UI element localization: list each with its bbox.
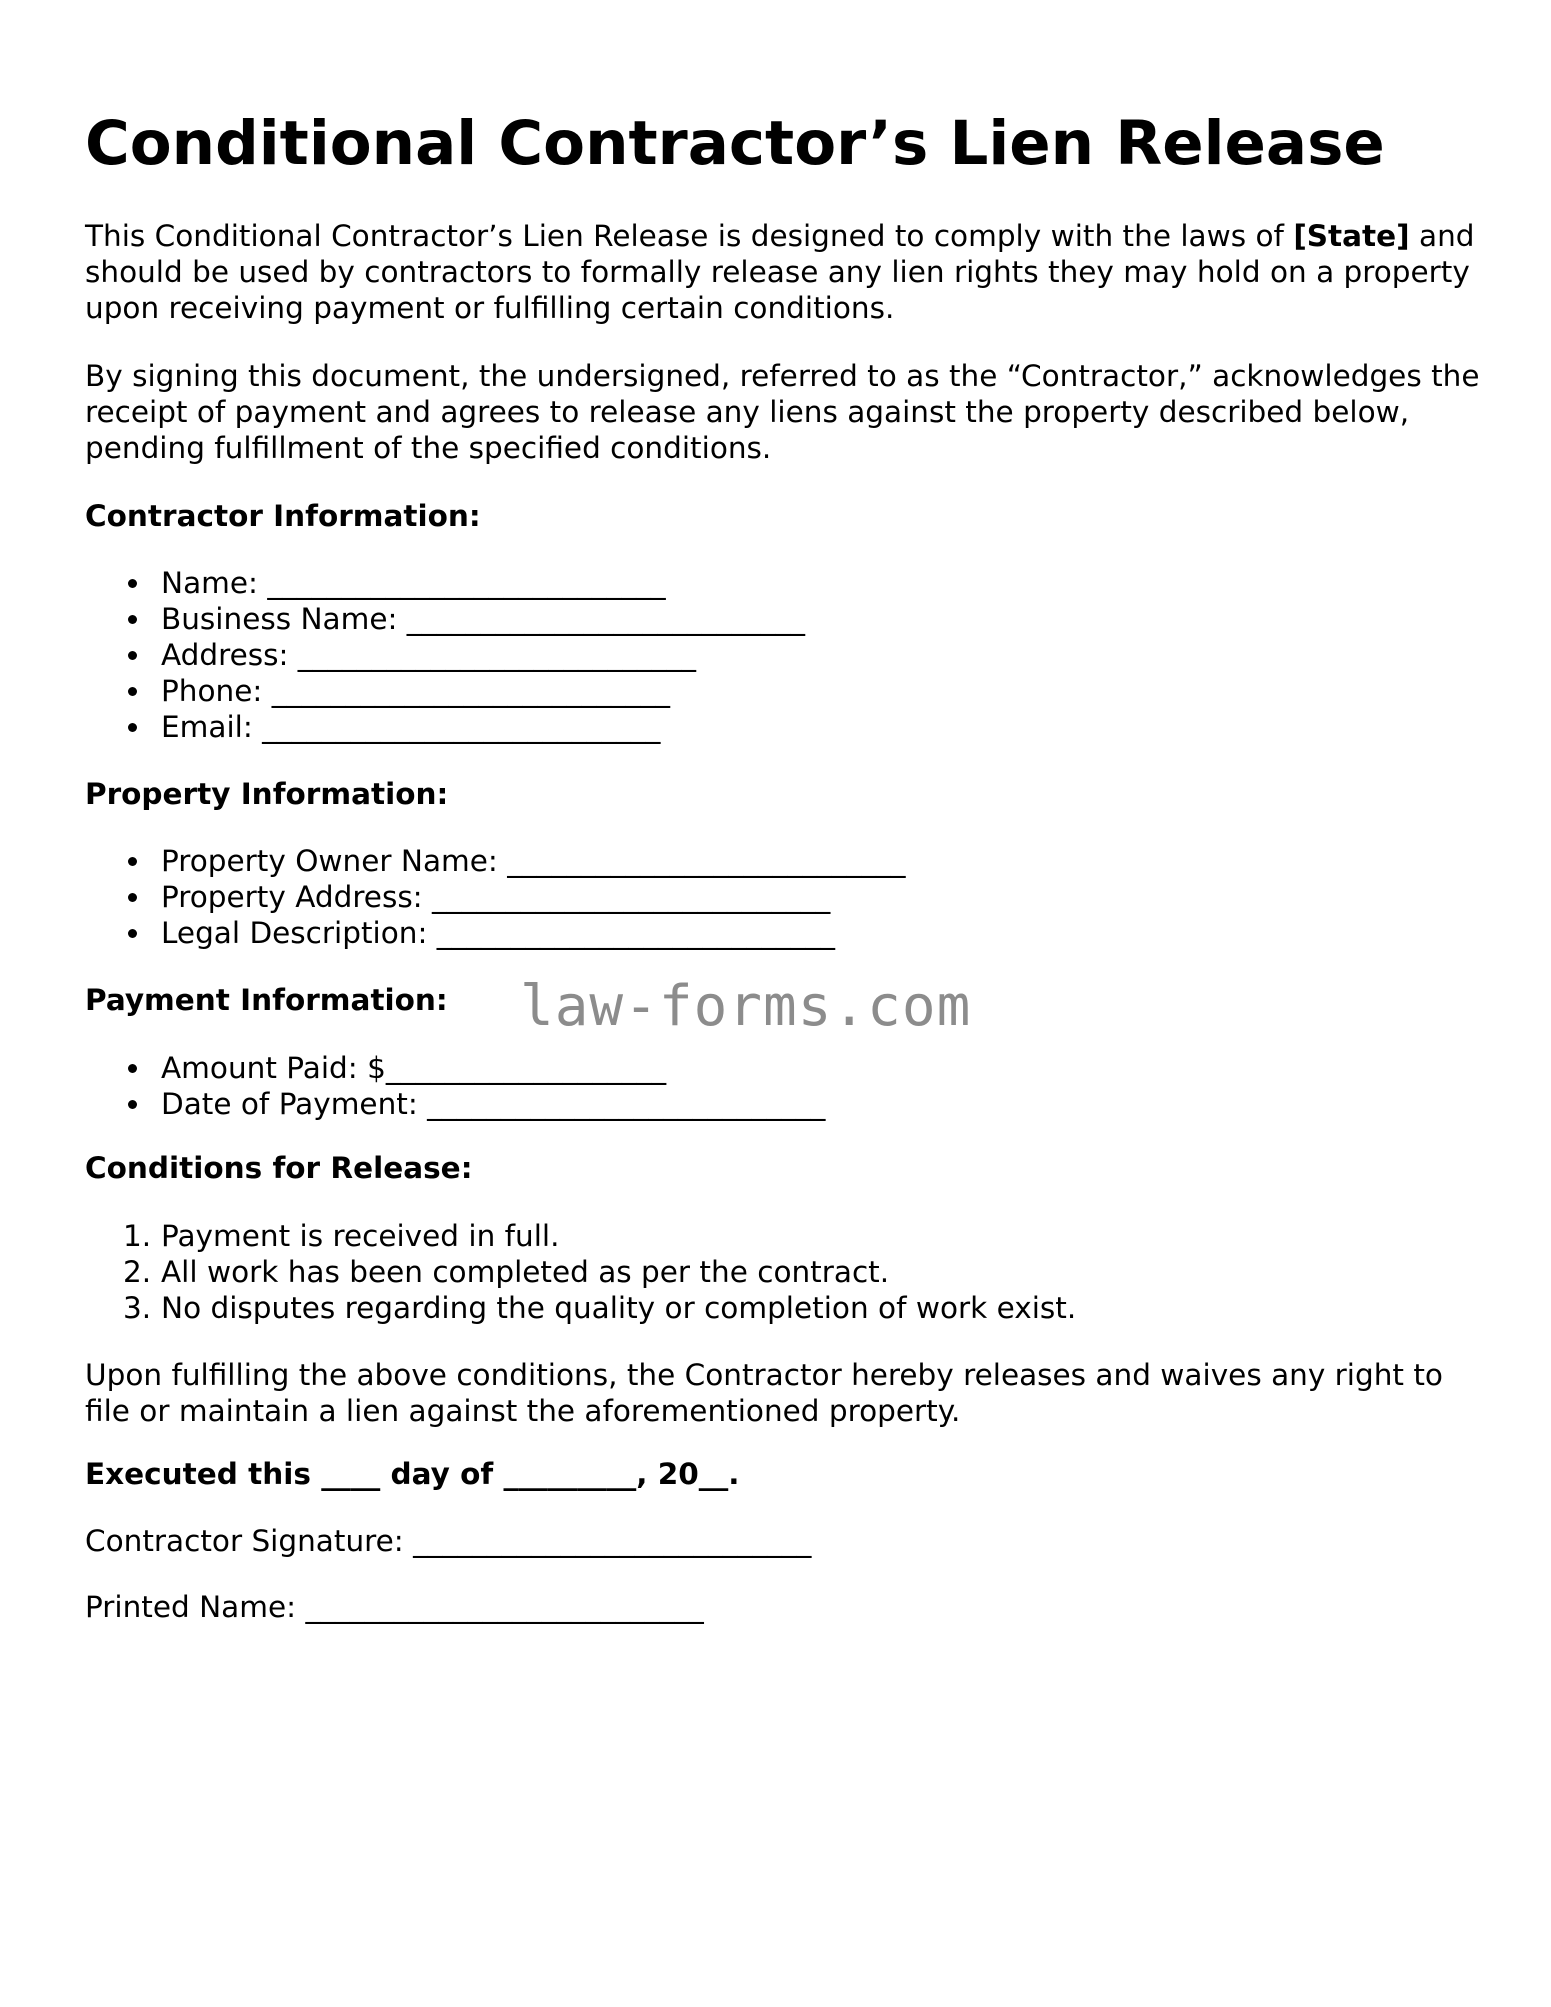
document-title: Conditional Contractor’s Lien Release	[85, 108, 1385, 179]
property-info-heading: Property Information:	[85, 777, 449, 811]
release-statement: Upon fulfilling the above conditions, the Contractor hereby releases and waives any right to file or maintain a lien against the aforementioned property.	[85, 1358, 1443, 1428]
condition-number: 1.	[123, 1219, 152, 1253]
printed-name-line: Printed Name: ___________________________	[85, 1590, 704, 1624]
contractor-phone-field: Phone: ___________________________	[161, 674, 670, 708]
contractor-name-field: Name: ___________________________	[161, 566, 666, 600]
condition-number: 2.	[123, 1255, 152, 1289]
property-address-field: Property Address: ___________________________	[161, 880, 831, 914]
condition-item: 3. No disputes regarding the quality or completion of work exist.	[123, 1291, 1077, 1325]
contractor-email-field: Email: ___________________________	[161, 710, 661, 744]
watermark: law-forms.com	[520, 974, 972, 1039]
intro-text-before: This Conditional Contractor’s Lien Release is designed to comply with the laws of	[85, 219, 1294, 253]
contractor-signature-line: Contractor Signature: ___________________________	[85, 1524, 812, 1558]
intro-text-after: and should be used by contractors to formally release any lien rights they may hold on a property upon receiving payment or fulfilling certain conditions.	[85, 219, 1475, 325]
condition-item: 1. Payment is received in full.	[123, 1219, 560, 1253]
amount-paid-field: Amount Paid: $___________________	[161, 1051, 667, 1085]
intro-paragraph	[85, 218, 1485, 326]
acknowledgement-paragraph: By signing this document, the undersigned, referred to as the “Contractor,” acknowledges the receipt of payment and agrees to release any liens against the property described below, pending fulfillment of the specified conditions.	[85, 359, 1480, 465]
payment-info-list	[85, 1050, 825, 1122]
property-owner-name-field: Property Owner Name: ___________________________	[161, 844, 906, 878]
condition-item: 2. All work has been completed as per the contract.	[123, 1255, 890, 1289]
executed-date-line: Executed this ____ day of _________, 20__.	[85, 1457, 740, 1491]
contractor-info-heading: Contractor Information:	[85, 499, 481, 533]
date-of-payment-field: Date of Payment: ___________________________	[161, 1087, 826, 1121]
contractor-info-list	[85, 565, 805, 745]
contractor-address-field: Address: ___________________________	[161, 638, 697, 672]
legal-description-field: Legal Description: ___________________________	[161, 916, 836, 950]
payment-info-heading: Payment Information:	[85, 983, 448, 1017]
condition-number: 3.	[123, 1291, 152, 1325]
contractor-business-name-field: Business Name: ___________________________	[161, 602, 806, 636]
property-info-list	[85, 843, 906, 951]
conditions-heading: Conditions for Release:	[85, 1151, 473, 1185]
conditions-list	[85, 1218, 1076, 1326]
state-placeholder: [State]	[1293, 219, 1410, 253]
